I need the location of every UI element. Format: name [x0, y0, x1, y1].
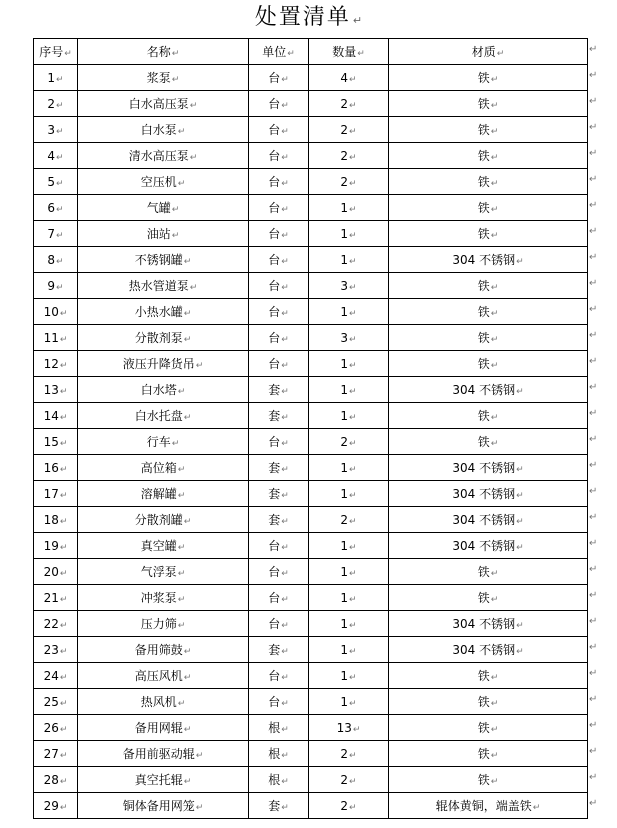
cell-seq: 18↵	[34, 507, 78, 533]
cell-seq: 16↵	[34, 455, 78, 481]
cell-name: 高位箱↵	[78, 455, 249, 481]
table-row	[34, 195, 588, 221]
cell-material: 铁↵	[389, 221, 588, 247]
cell-qty: 1↵	[309, 403, 389, 429]
row-end-mark-icon: ↵	[589, 200, 598, 211]
row-end-mark-icon: ↵	[589, 798, 598, 809]
table-row	[34, 793, 588, 819]
cell-seq: 12↵	[34, 351, 78, 377]
cell-seq: 14↵	[34, 403, 78, 429]
cell-seq: 8↵	[34, 247, 78, 273]
cell-name: 液压升降货吊↵	[78, 351, 249, 377]
cell-unit: 套↵	[249, 377, 309, 403]
cell-material: 铁↵	[389, 585, 588, 611]
row-end-mark-icon: ↵	[589, 642, 598, 653]
cell-material: 铁↵	[389, 143, 588, 169]
cell-qty: 1↵	[309, 585, 389, 611]
cell-material: 304 不锈钢↵	[389, 611, 588, 637]
cell-material: 铁↵	[389, 559, 588, 585]
cell-name: 分散剂罐↵	[78, 507, 249, 533]
row-end-mark-icon: ↵	[589, 460, 598, 471]
cell-name: 热水管道泵↵	[78, 273, 249, 299]
table-row	[34, 377, 588, 403]
cell-unit: 台↵	[249, 169, 309, 195]
cell-material: 铁↵	[389, 117, 588, 143]
cell-unit: 台↵	[249, 143, 309, 169]
cell-qty: 1↵	[309, 481, 389, 507]
cell-name: 白水高压泵↵	[78, 91, 249, 117]
cell-name: 溶解罐↵	[78, 481, 249, 507]
cell-qty: 2↵	[309, 793, 389, 819]
row-end-mark-icon: ↵	[589, 122, 598, 133]
table-row	[34, 91, 588, 117]
cell-material: 铁↵	[389, 429, 588, 455]
cell-name: 备用网辊↵	[78, 715, 249, 741]
row-end-mark-icon: ↵	[589, 278, 598, 289]
cell-unit: 台↵	[249, 195, 309, 221]
table-row	[34, 663, 588, 689]
row-end-mark-icon: ↵	[589, 720, 598, 731]
cell-seq: 23↵	[34, 637, 78, 663]
cell-qty: 1↵	[309, 247, 389, 273]
cell-unit: 台↵	[249, 559, 309, 585]
cell-qty: 1↵	[309, 663, 389, 689]
table-row	[34, 741, 588, 767]
cell-unit: 套↵	[249, 481, 309, 507]
cell-name: 白水塔↵	[78, 377, 249, 403]
row-end-mark-icon: ↵	[589, 252, 598, 263]
row-end-mark-icon: ↵	[589, 590, 598, 601]
cell-name: 分散剂泵↵	[78, 325, 249, 351]
cell-seq: 2↵	[34, 91, 78, 117]
table-row	[34, 585, 588, 611]
cell-seq: 4↵	[34, 143, 78, 169]
cell-qty: 2↵	[309, 143, 389, 169]
cell-material: 铁↵	[389, 715, 588, 741]
cell-unit: 套↵	[249, 455, 309, 481]
cell-unit: 台↵	[249, 663, 309, 689]
row-end-mark-icon: ↵	[589, 668, 598, 679]
cell-unit: 台↵	[249, 325, 309, 351]
cell-seq: 29↵	[34, 793, 78, 819]
cell-seq: 28↵	[34, 767, 78, 793]
table-row	[34, 351, 588, 377]
row-end-mark-icon: ↵	[589, 174, 598, 185]
row-end-mark-icon: ↵	[589, 772, 598, 783]
row-end-mark-icon: ↵	[589, 330, 598, 341]
cell-unit: 台↵	[249, 117, 309, 143]
row-end-mark-icon: ↵	[589, 746, 598, 757]
cell-material: 铁↵	[389, 741, 588, 767]
cell-qty: 2↵	[309, 169, 389, 195]
cell-seq: 25↵	[34, 689, 78, 715]
cell-material: 辊体黄铜，端盖铁↵	[389, 793, 588, 819]
cell-qty: 2↵	[309, 507, 389, 533]
cell-unit: 台↵	[249, 273, 309, 299]
cell-qty: 1↵	[309, 195, 389, 221]
cell-name: 气罐↵	[78, 195, 249, 221]
cell-material: 304 不锈钢↵	[389, 377, 588, 403]
cell-name: 清水高压泵↵	[78, 143, 249, 169]
row-end-mark-icon: ↵	[589, 304, 598, 315]
cell-qty: 1↵	[309, 299, 389, 325]
cell-seq: 24↵	[34, 663, 78, 689]
table-row	[34, 169, 588, 195]
table-row	[34, 143, 588, 169]
cell-name: 小热水罐↵	[78, 299, 249, 325]
cell-material: 304 不锈钢↵	[389, 507, 588, 533]
table-row	[34, 247, 588, 273]
row-end-mark-icon: ↵	[589, 616, 598, 627]
cell-unit: 套↵	[249, 793, 309, 819]
cell-unit: 台↵	[249, 611, 309, 637]
cell-seq: 5↵	[34, 169, 78, 195]
row-end-mark-icon: ↵	[589, 382, 598, 393]
cell-seq: 19↵	[34, 533, 78, 559]
cell-qty: 2↵	[309, 767, 389, 793]
cell-material: 304 不锈钢↵	[389, 481, 588, 507]
header-name: 名称↵	[78, 39, 249, 65]
cell-material: 铁↵	[389, 325, 588, 351]
cell-material: 铁↵	[389, 689, 588, 715]
row-end-mark-icon: ↵	[589, 434, 598, 445]
row-end-mark-icon: ↵	[589, 226, 598, 237]
cell-name: 气浮泵↵	[78, 559, 249, 585]
cell-name: 油站↵	[78, 221, 249, 247]
cell-qty: 1↵	[309, 455, 389, 481]
cell-unit: 台↵	[249, 247, 309, 273]
cell-name: 高压风机↵	[78, 663, 249, 689]
cell-material: 304 不锈钢↵	[389, 637, 588, 663]
cell-seq: 17↵	[34, 481, 78, 507]
cell-name: 浆泵↵	[78, 65, 249, 91]
cell-material: 铁↵	[389, 351, 588, 377]
cell-seq: 21↵	[34, 585, 78, 611]
cell-unit: 根↵	[249, 767, 309, 793]
cell-qty: 2↵	[309, 741, 389, 767]
row-end-mark-icon: ↵	[589, 356, 598, 367]
cell-unit: 根↵	[249, 741, 309, 767]
cell-seq: 9↵	[34, 273, 78, 299]
table-row	[34, 299, 588, 325]
cell-name: 白水泵↵	[78, 117, 249, 143]
cell-name: 热风机↵	[78, 689, 249, 715]
row-end-mark-icon: ↵	[589, 538, 598, 549]
table-row	[34, 637, 588, 663]
header-unit: 单位↵	[249, 39, 309, 65]
cell-name: 压力筛↵	[78, 611, 249, 637]
table-header-row	[34, 39, 588, 65]
cell-seq: 26↵	[34, 715, 78, 741]
cell-qty: 2↵	[309, 117, 389, 143]
table-row	[34, 559, 588, 585]
cell-name: 不锈钢罐↵	[78, 247, 249, 273]
cell-material: 304 不锈钢↵	[389, 247, 588, 273]
cell-unit: 套↵	[249, 403, 309, 429]
cell-qty: 1↵	[309, 559, 389, 585]
table-row	[34, 221, 588, 247]
cell-qty: 1↵	[309, 637, 389, 663]
table-row	[34, 117, 588, 143]
table-row	[34, 65, 588, 91]
cell-seq: 13↵	[34, 377, 78, 403]
cell-seq: 10↵	[34, 299, 78, 325]
cell-seq: 11↵	[34, 325, 78, 351]
cell-name: 冲浆泵↵	[78, 585, 249, 611]
title-text: 处置清单	[254, 5, 351, 30]
cell-seq: 15↵	[34, 429, 78, 455]
row-end-mark-icon: ↵	[589, 70, 598, 81]
cell-material: 304 不锈钢↵	[389, 455, 588, 481]
cell-material: 铁↵	[389, 169, 588, 195]
header-material: 材质↵	[389, 39, 588, 65]
table-row	[34, 403, 588, 429]
cell-qty: 3↵	[309, 273, 389, 299]
cell-material: 铁↵	[389, 299, 588, 325]
table-row	[34, 455, 588, 481]
table-row	[34, 507, 588, 533]
cell-qty: 2↵	[309, 91, 389, 117]
cell-seq: 27↵	[34, 741, 78, 767]
table-row	[34, 429, 588, 455]
cell-seq: 7↵	[34, 221, 78, 247]
cell-name: 备用前驱动辊↵	[78, 741, 249, 767]
cell-qty: 4↵	[309, 65, 389, 91]
row-end-mark-icon: ↵	[589, 694, 598, 705]
cell-qty: 1↵	[309, 351, 389, 377]
cell-material: 铁↵	[389, 403, 588, 429]
cell-seq: 3↵	[34, 117, 78, 143]
cell-unit: 台↵	[249, 91, 309, 117]
cell-seq: 22↵	[34, 611, 78, 637]
table-row	[34, 715, 588, 741]
table-row	[34, 533, 588, 559]
table-row	[34, 611, 588, 637]
cell-seq: 1↵	[34, 65, 78, 91]
cell-material: 铁↵	[389, 767, 588, 793]
cell-name: 真空罐↵	[78, 533, 249, 559]
table-row	[34, 689, 588, 715]
cell-qty: 1↵	[309, 533, 389, 559]
cell-material: 铁↵	[389, 663, 588, 689]
paragraph-mark-icon: ↵	[352, 14, 363, 27]
cell-name: 真空托辊↵	[78, 767, 249, 793]
disposal-table	[33, 38, 588, 819]
table-row	[34, 767, 588, 793]
cell-qty: 2↵	[309, 429, 389, 455]
cell-material: 304 不锈钢↵	[389, 533, 588, 559]
document-title	[0, 4, 617, 35]
cell-unit: 台↵	[249, 299, 309, 325]
cell-material: 铁↵	[389, 195, 588, 221]
cell-unit: 台↵	[249, 533, 309, 559]
table-row	[34, 325, 588, 351]
row-end-mark-icon: ↵	[589, 148, 598, 159]
cell-unit: 台↵	[249, 585, 309, 611]
cell-unit: 台↵	[249, 65, 309, 91]
header-seq: 序号↵	[34, 39, 78, 65]
cell-qty: 3↵	[309, 325, 389, 351]
cell-material: 铁↵	[389, 91, 588, 117]
cell-qty: 13↵	[309, 715, 389, 741]
cell-unit: 台↵	[249, 429, 309, 455]
cell-unit: 根↵	[249, 715, 309, 741]
row-end-mark-icon: ↵	[589, 44, 598, 55]
cell-unit: 套↵	[249, 637, 309, 663]
cell-qty: 1↵	[309, 221, 389, 247]
cell-name: 白水托盘↵	[78, 403, 249, 429]
table-row	[34, 273, 588, 299]
cell-name: 备用筛鼓↵	[78, 637, 249, 663]
row-end-mark-icon: ↵	[589, 486, 598, 497]
cell-material: 铁↵	[389, 273, 588, 299]
cell-qty: 1↵	[309, 377, 389, 403]
cell-seq: 6↵	[34, 195, 78, 221]
cell-name: 铜体备用网笼↵	[78, 793, 249, 819]
cell-qty: 1↵	[309, 611, 389, 637]
cell-material: 铁↵	[389, 65, 588, 91]
row-end-mark-icon: ↵	[589, 96, 598, 107]
header-qty: 数量↵	[309, 39, 389, 65]
cell-name: 空压机↵	[78, 169, 249, 195]
cell-qty: 1↵	[309, 689, 389, 715]
table-row	[34, 481, 588, 507]
cell-unit: 台↵	[249, 689, 309, 715]
row-end-mark-icon: ↵	[589, 564, 598, 575]
cell-name: 行车↵	[78, 429, 249, 455]
cell-unit: 台↵	[249, 351, 309, 377]
cell-unit: 套↵	[249, 507, 309, 533]
cell-seq: 20↵	[34, 559, 78, 585]
row-end-mark-icon: ↵	[589, 408, 598, 419]
row-end-mark-icon: ↵	[589, 512, 598, 523]
cell-unit: 台↵	[249, 221, 309, 247]
